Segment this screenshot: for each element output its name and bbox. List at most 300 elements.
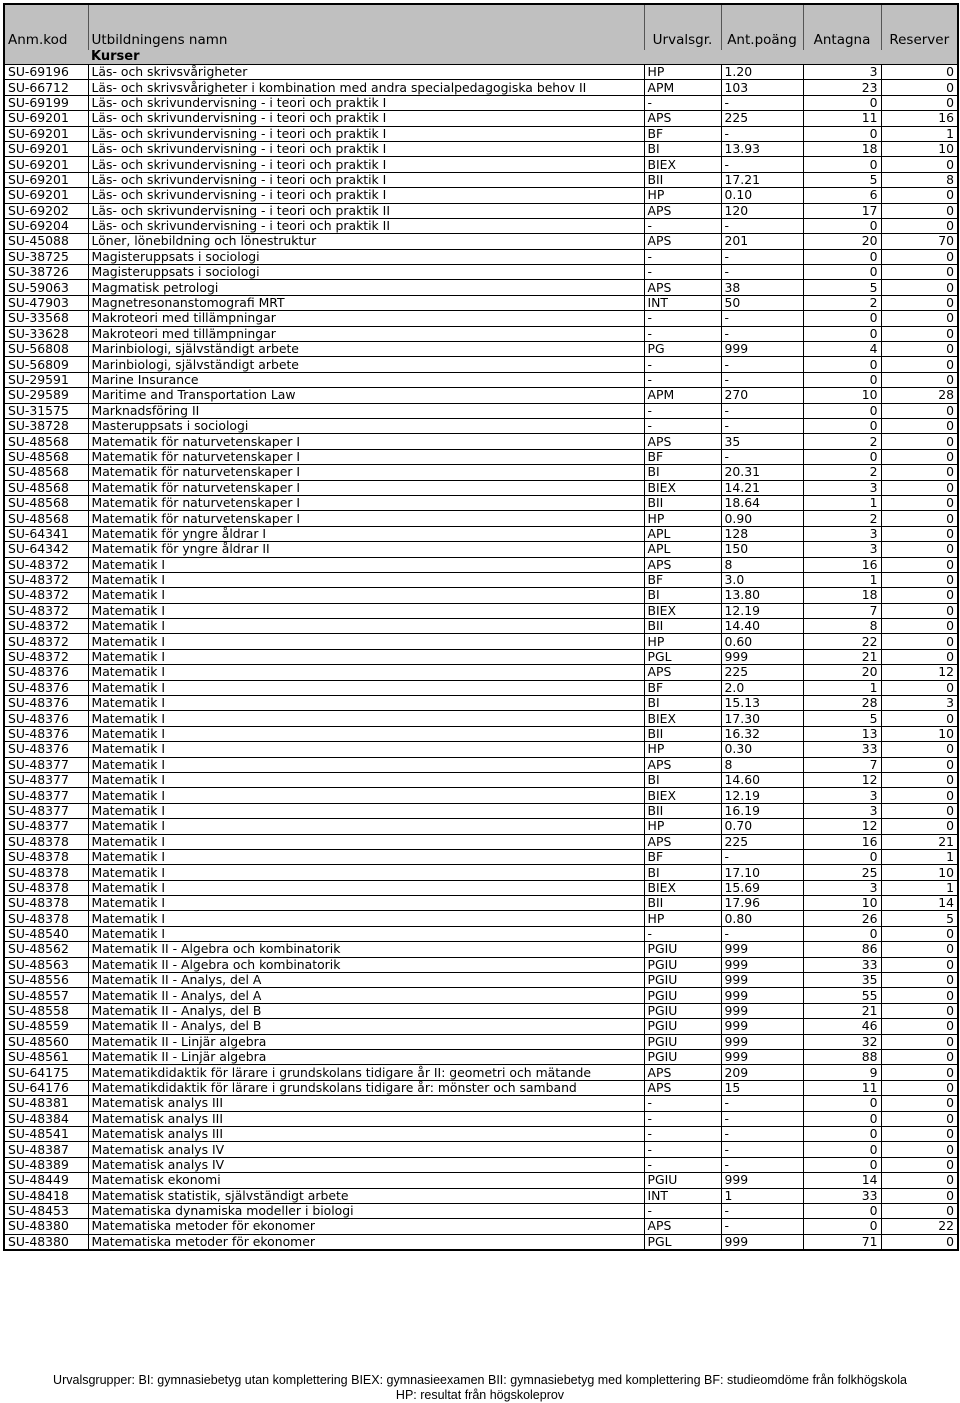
cell-urvalsgr: BI [644, 465, 721, 480]
table-row [4, 849, 958, 864]
cell-urvalsgr: APS [644, 557, 721, 572]
cell-namn: Matematik II - Linjär algebra [88, 1050, 644, 1065]
cell-anmkod: SU-48384 [4, 1111, 88, 1126]
cell-anmkod: SU-69201 [4, 172, 88, 187]
cell-anmkod: SU-69196 [4, 65, 88, 80]
cell-antagna: 3 [803, 880, 881, 895]
cell-anmkod: SU-64176 [4, 1080, 88, 1095]
cell-antagna: 0 [803, 326, 881, 341]
cell-reserver: 1 [881, 849, 958, 864]
cell-antpoang: 103 [721, 80, 803, 95]
header-spacer [644, 50, 721, 65]
cell-antpoang: 8 [721, 757, 803, 772]
table-row [4, 357, 958, 372]
cell-namn: Magnetresonanstomografi MRT [88, 295, 644, 310]
cell-antpoang: 0.80 [721, 911, 803, 926]
cell-anmkod: SU-69199 [4, 95, 88, 110]
cell-antagna: 21 [803, 649, 881, 664]
cell-antpoang: 0.60 [721, 634, 803, 649]
cell-namn: Masteruppsats i sociologi [88, 418, 644, 433]
cell-antpoang: - [721, 449, 803, 464]
cell-urvalsgr: APS [644, 111, 721, 126]
cell-urvalsgr: APL [644, 526, 721, 541]
cell-anmkod: SU-48449 [4, 1173, 88, 1188]
cell-urvalsgr: PGIU [644, 973, 721, 988]
cell-reserver: 0 [881, 265, 958, 280]
cell-namn: Matematik I [88, 588, 644, 603]
cell-antagna: 18 [803, 588, 881, 603]
cell-antpoang: 17.10 [721, 865, 803, 880]
cell-reserver: 16 [881, 111, 958, 126]
cell-antpoang: 999 [721, 942, 803, 957]
cell-antpoang: 0.30 [721, 742, 803, 757]
cell-reserver: 0 [881, 603, 958, 618]
cell-antpoang: 38 [721, 280, 803, 295]
cell-urvalsgr: - [644, 1111, 721, 1126]
cell-namn: Läs- och skrivundervisning - i teori och praktik I [88, 172, 644, 187]
cell-antagna: 0 [803, 265, 881, 280]
cell-anmkod: SU-33568 [4, 311, 88, 326]
cell-antpoang: 17.21 [721, 172, 803, 187]
cell-namn: Matematik I [88, 803, 644, 818]
cell-anmkod: SU-48376 [4, 742, 88, 757]
cell-reserver: 0 [881, 957, 958, 972]
table-row [4, 311, 958, 326]
cell-namn: Matematisk statistik, självständigt arbete [88, 1188, 644, 1203]
cell-urvalsgr: BIEX [644, 157, 721, 172]
cell-urvalsgr: BI [644, 588, 721, 603]
cell-anmkod: SU-48378 [4, 865, 88, 880]
table-row [4, 542, 958, 557]
legend-line-2: HP: resultat från högskoleprov [395, 1388, 565, 1402]
cell-urvalsgr: - [644, 1203, 721, 1218]
table-row [4, 1019, 958, 1034]
cell-namn: Marine Insurance [88, 372, 644, 387]
cell-antpoang: 8 [721, 557, 803, 572]
cell-anmkod: SU-56809 [4, 357, 88, 372]
cell-antagna: 14 [803, 1173, 881, 1188]
cell-reserver: 0 [881, 1080, 958, 1095]
cell-antagna: 13 [803, 726, 881, 741]
cell-reserver: 0 [881, 311, 958, 326]
cell-antagna: 0 [803, 1219, 881, 1234]
cell-reserver: 0 [881, 480, 958, 495]
table-row [4, 711, 958, 726]
cell-antagna: 1 [803, 572, 881, 587]
cell-namn: Matematik II - Analys, del B [88, 1003, 644, 1018]
cell-urvalsgr: APS [644, 665, 721, 680]
cell-urvalsgr: INT [644, 1188, 721, 1203]
table-row [4, 249, 958, 264]
cell-reserver: 0 [881, 280, 958, 295]
cell-namn: Matematik I [88, 865, 644, 880]
cell-antpoang: 3.0 [721, 572, 803, 587]
cell-namn: Matematiska dynamiska modeller i biologi [88, 1203, 644, 1218]
cell-anmkod: SU-48381 [4, 1096, 88, 1111]
cell-antagna: 0 [803, 1111, 881, 1126]
cell-anmkod: SU-48378 [4, 880, 88, 895]
cell-antpoang: - [721, 357, 803, 372]
cell-antagna: 23 [803, 80, 881, 95]
cell-antagna: 21 [803, 1003, 881, 1018]
cell-namn: Marinbiologi, självständigt arbete [88, 357, 644, 372]
cell-anmkod: SU-29591 [4, 372, 88, 387]
cell-urvalsgr: - [644, 418, 721, 433]
cell-reserver: 0 [881, 218, 958, 233]
cell-urvalsgr: PGIU [644, 988, 721, 1003]
cell-reserver: 21 [881, 834, 958, 849]
cell-reserver: 10 [881, 726, 958, 741]
table-row [4, 234, 958, 249]
cell-urvalsgr: BI [644, 865, 721, 880]
cell-anmkod: SU-48568 [4, 511, 88, 526]
table-row [4, 988, 958, 1003]
cell-anmkod: SU-48559 [4, 1019, 88, 1034]
cell-antpoang: - [721, 126, 803, 141]
cell-antagna: 11 [803, 111, 881, 126]
cell-urvalsgr: BF [644, 680, 721, 695]
table-row [4, 1203, 958, 1218]
cell-antpoang: 999 [721, 342, 803, 357]
table-row [4, 188, 958, 203]
cell-namn: Läs- och skrivsvårigheter i kombination med andra specialpedagogiska behov II [88, 80, 644, 95]
table-row [4, 742, 958, 757]
cell-namn: Matematik för naturvetenskaper I [88, 495, 644, 510]
cell-antpoang: 999 [721, 649, 803, 664]
table-row [4, 603, 958, 618]
col-header-anmkod: Anm.kod [4, 4, 88, 50]
cell-anmkod: SU-48377 [4, 788, 88, 803]
cell-antagna: 2 [803, 295, 881, 310]
cell-urvalsgr: BII [644, 172, 721, 187]
cell-antagna: 0 [803, 249, 881, 264]
cell-urvalsgr: BII [644, 619, 721, 634]
table-row [4, 434, 958, 449]
cell-anmkod: SU-48568 [4, 449, 88, 464]
cell-urvalsgr: INT [644, 295, 721, 310]
cell-antpoang: 14.40 [721, 619, 803, 634]
cell-namn: Makroteori med tillämpningar [88, 311, 644, 326]
cell-namn: Matematisk analys III [88, 1126, 644, 1141]
table-row [4, 696, 958, 711]
cell-antagna: 0 [803, 218, 881, 233]
cell-urvalsgr: - [644, 926, 721, 941]
cell-namn: Matematik för naturvetenskaper I [88, 511, 644, 526]
cell-reserver: 1 [881, 126, 958, 141]
cell-antpoang: 16.19 [721, 803, 803, 818]
cell-reserver: 0 [881, 649, 958, 664]
cell-reserver: 0 [881, 342, 958, 357]
cell-anmkod: SU-48380 [4, 1219, 88, 1234]
cell-antagna: 5 [803, 280, 881, 295]
header-spacer [721, 50, 803, 65]
table-row [4, 757, 958, 772]
cell-reserver: 0 [881, 526, 958, 541]
header-spacer [881, 50, 958, 65]
col-header-namn: Utbildningens namn [88, 4, 644, 50]
cell-antpoang: 128 [721, 526, 803, 541]
cell-namn: Matematikdidaktik för lärare i grundskolans tidigare år II: geometri och mätande [88, 1065, 644, 1080]
cell-anmkod: SU-48377 [4, 757, 88, 772]
cell-namn: Läs- och skrivundervisning - i teori och praktik I [88, 188, 644, 203]
cell-antpoang: - [721, 1111, 803, 1126]
cell-antpoang: 17.96 [721, 896, 803, 911]
cell-namn: Magisteruppsats i sociologi [88, 265, 644, 280]
table-row [4, 588, 958, 603]
cell-anmkod: SU-66712 [4, 80, 88, 95]
cell-anmkod: SU-48378 [4, 849, 88, 864]
cell-reserver: 0 [881, 80, 958, 95]
cell-urvalsgr: HP [644, 511, 721, 526]
cell-anmkod: SU-56808 [4, 342, 88, 357]
table-row [4, 326, 958, 341]
cell-antpoang: 999 [721, 1050, 803, 1065]
cell-antagna: 9 [803, 1065, 881, 1080]
cell-reserver: 10 [881, 141, 958, 156]
cell-urvalsgr: BIEX [644, 880, 721, 895]
cell-antpoang: - [721, 849, 803, 864]
cell-anmkod: SU-48378 [4, 834, 88, 849]
cell-urvalsgr: - [644, 1157, 721, 1172]
table-row [4, 1173, 958, 1188]
cell-antagna: 0 [803, 157, 881, 172]
cell-reserver: 0 [881, 557, 958, 572]
cell-reserver: 0 [881, 434, 958, 449]
cell-urvalsgr: - [644, 1142, 721, 1157]
cell-urvalsgr: APS [644, 1065, 721, 1080]
cell-anmkod: SU-64175 [4, 1065, 88, 1080]
cell-namn: Matematik för yngre åldrar II [88, 542, 644, 557]
cell-namn: Matematiska metoder för ekonomer [88, 1234, 644, 1250]
cell-namn: Matematik I [88, 926, 644, 941]
cell-urvalsgr: PGL [644, 1234, 721, 1250]
cell-anmkod: SU-47903 [4, 295, 88, 310]
cell-namn: Matematisk ekonomi [88, 1173, 644, 1188]
cell-anmkod: SU-64342 [4, 542, 88, 557]
cell-anmkod: SU-48557 [4, 988, 88, 1003]
cell-antpoang: - [721, 1096, 803, 1111]
table-row [4, 1142, 958, 1157]
cell-namn: Matematik I [88, 619, 644, 634]
cell-antpoang: 999 [721, 957, 803, 972]
cell-urvalsgr: BII [644, 726, 721, 741]
subheader-kurser: Kurser [88, 50, 644, 65]
cell-reserver: 0 [881, 1003, 958, 1018]
cell-antagna: 2 [803, 511, 881, 526]
admissions-table [3, 3, 959, 1251]
cell-urvalsgr: HP [644, 188, 721, 203]
cell-antagna: 0 [803, 926, 881, 941]
cell-antagna: 12 [803, 819, 881, 834]
cell-antpoang: 150 [721, 542, 803, 557]
cell-urvalsgr: HP [644, 819, 721, 834]
cell-antpoang: 225 [721, 665, 803, 680]
cell-namn: Matematik I [88, 896, 644, 911]
table-row [4, 973, 958, 988]
table-row [4, 495, 958, 510]
cell-urvalsgr: - [644, 95, 721, 110]
table-row [4, 649, 958, 664]
table-row [4, 157, 958, 172]
cell-antagna: 7 [803, 757, 881, 772]
cell-antagna: 20 [803, 234, 881, 249]
cell-antpoang: 209 [721, 1065, 803, 1080]
cell-namn: Matematisk analys IV [88, 1157, 644, 1172]
cell-namn: Matematik II - Algebra och kombinatorik [88, 957, 644, 972]
cell-urvalsgr: PGIU [644, 1173, 721, 1188]
cell-urvalsgr: - [644, 403, 721, 418]
cell-namn: Matematik I [88, 849, 644, 864]
cell-namn: Matematisk analys IV [88, 1142, 644, 1157]
table-row [4, 95, 958, 110]
cell-namn: Matematik II - Linjär algebra [88, 1034, 644, 1049]
cell-urvalsgr: BI [644, 772, 721, 787]
cell-namn: Matematik I [88, 788, 644, 803]
cell-antpoang: - [721, 157, 803, 172]
table-row [4, 280, 958, 295]
table-row [4, 957, 958, 972]
cell-antagna: 3 [803, 788, 881, 803]
cell-anmkod: SU-48387 [4, 1142, 88, 1157]
cell-reserver: 0 [881, 295, 958, 310]
cell-antagna: 0 [803, 403, 881, 418]
table-row [4, 1111, 958, 1126]
cell-reserver: 0 [881, 372, 958, 387]
cell-reserver: 12 [881, 665, 958, 680]
cell-anmkod: SU-48562 [4, 942, 88, 957]
cell-anmkod: SU-69204 [4, 218, 88, 233]
cell-reserver: 0 [881, 988, 958, 1003]
cell-namn: Matematik I [88, 880, 644, 895]
table-row [4, 1065, 958, 1080]
cell-antpoang: 18.64 [721, 495, 803, 510]
cell-antpoang: 0.10 [721, 188, 803, 203]
table-row [4, 1219, 958, 1234]
cell-reserver: 28 [881, 388, 958, 403]
cell-reserver: 0 [881, 95, 958, 110]
cell-antagna: 32 [803, 1034, 881, 1049]
table-body [4, 65, 958, 1251]
cell-anmkod: SU-48372 [4, 588, 88, 603]
cell-anmkod: SU-48372 [4, 619, 88, 634]
cell-antagna: 0 [803, 372, 881, 387]
cell-namn: Matematik I [88, 742, 644, 757]
cell-antpoang: 16.32 [721, 726, 803, 741]
cell-anmkod: SU-64341 [4, 526, 88, 541]
cell-antagna: 86 [803, 942, 881, 957]
cell-anmkod: SU-48372 [4, 649, 88, 664]
cell-namn: Marinbiologi, självständigt arbete [88, 342, 644, 357]
cell-antagna: 3 [803, 542, 881, 557]
cell-reserver: 0 [881, 1065, 958, 1080]
cell-urvalsgr: BII [644, 495, 721, 510]
cell-namn: Matematik II - Algebra och kombinatorik [88, 942, 644, 957]
table-row [4, 342, 958, 357]
cell-reserver: 0 [881, 788, 958, 803]
table-row [4, 141, 958, 156]
cell-urvalsgr: HP [644, 911, 721, 926]
cell-antpoang: 50 [721, 295, 803, 310]
cell-urvalsgr: PGIU [644, 957, 721, 972]
cell-namn: Matematik II - Analys, del A [88, 988, 644, 1003]
cell-anmkod: SU-48378 [4, 896, 88, 911]
cell-urvalsgr: - [644, 311, 721, 326]
cell-namn: Matematik I [88, 772, 644, 787]
admissions-table-container [3, 3, 957, 1251]
cell-reserver: 0 [881, 819, 958, 834]
cell-antagna: 33 [803, 1188, 881, 1203]
cell-antpoang: 12.19 [721, 788, 803, 803]
cell-reserver: 5 [881, 911, 958, 926]
cell-antagna: 33 [803, 957, 881, 972]
cell-antagna: 10 [803, 896, 881, 911]
cell-urvalsgr: APS [644, 203, 721, 218]
cell-antagna: 25 [803, 865, 881, 880]
cell-namn: Läs- och skrivundervisning - i teori och praktik I [88, 95, 644, 110]
cell-antpoang: 15.69 [721, 880, 803, 895]
cell-urvalsgr: BF [644, 572, 721, 587]
cell-reserver: 0 [881, 711, 958, 726]
cell-namn: Matematisk analys III [88, 1096, 644, 1111]
cell-antagna: 5 [803, 172, 881, 187]
cell-namn: Magisteruppsats i sociologi [88, 249, 644, 264]
cell-antagna: 0 [803, 357, 881, 372]
table-row [4, 1126, 958, 1141]
cell-urvalsgr: PGIU [644, 1019, 721, 1034]
cell-urvalsgr: BI [644, 696, 721, 711]
table-row [4, 218, 958, 233]
cell-anmkod: SU-48376 [4, 665, 88, 680]
cell-antpoang: 20.31 [721, 465, 803, 480]
cell-namn: Läs- och skrivundervisning - i teori och praktik I [88, 141, 644, 156]
cell-reserver: 0 [881, 634, 958, 649]
cell-urvalsgr: - [644, 1126, 721, 1141]
cell-namn: Matematikdidaktik för lärare i grundskolans tidigare år: mönster och samband [88, 1080, 644, 1095]
cell-antpoang: - [721, 249, 803, 264]
table-row [4, 111, 958, 126]
cell-reserver: 8 [881, 172, 958, 187]
cell-reserver: 0 [881, 926, 958, 941]
table-row [4, 1003, 958, 1018]
cell-namn: Läs- och skrivundervisning - i teori och praktik II [88, 203, 644, 218]
cell-antagna: 0 [803, 1096, 881, 1111]
cell-namn: Matematik för naturvetenskaper I [88, 449, 644, 464]
table-row [4, 680, 958, 695]
cell-antpoang: - [721, 926, 803, 941]
cell-antagna: 3 [803, 65, 881, 80]
cell-antpoang: 999 [721, 973, 803, 988]
cell-urvalsgr: BF [644, 449, 721, 464]
cell-namn: Matematik för naturvetenskaper I [88, 465, 644, 480]
cell-antpoang: 999 [721, 1173, 803, 1188]
cell-antagna: 71 [803, 1234, 881, 1250]
cell-antpoang: - [721, 372, 803, 387]
cell-reserver: 0 [881, 203, 958, 218]
cell-urvalsgr: APS [644, 834, 721, 849]
cell-namn: Matematik I [88, 649, 644, 664]
cell-namn: Matematik I [88, 726, 644, 741]
cell-reserver: 0 [881, 449, 958, 464]
cell-anmkod: SU-48376 [4, 726, 88, 741]
cell-urvalsgr: APS [644, 280, 721, 295]
cell-reserver: 0 [881, 1188, 958, 1203]
cell-namn: Matematik I [88, 834, 644, 849]
table-row [4, 803, 958, 818]
table-row [4, 1234, 958, 1250]
header-spacer [4, 50, 88, 65]
cell-antagna: 0 [803, 849, 881, 864]
cell-reserver: 0 [881, 1142, 958, 1157]
